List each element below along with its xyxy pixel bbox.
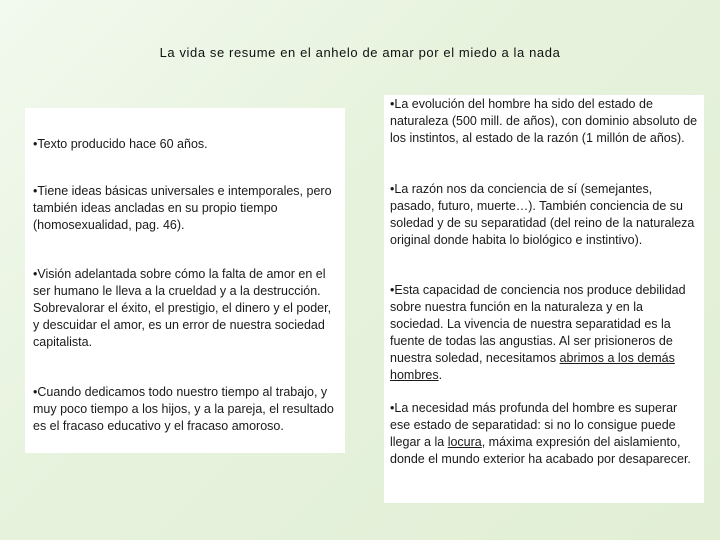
left-point-2: •Tiene ideas básicas universales e intemporales, pero también ideas ancladas en su propio tiempo (homosexualidad, pag. 46). — [33, 184, 332, 232]
right-point-4 — [390, 400, 698, 468]
left-text-panel — [25, 108, 345, 453]
underlined-word-locura: locura — [447, 435, 482, 449]
underlined-phrase-abrimos: abrimos a los demás hombres — [390, 351, 675, 382]
right-point-4-text: •La necesidad más profunda del hombre es superar ese estado de separatidad: si no lo consigue puede llegar a la — [390, 401, 678, 449]
right-point-3-end: . — [438, 368, 443, 382]
slide-title: La vida se resume en el anhelo de amar por el miedo a la nada — [159, 45, 561, 60]
right-point-2: •La razón nos da conciencia de sí (semejantes, pasado, futuro, muerte…). También conciencia de su soledad y de su separatidad (del reino de la naturaleza original donde habita lo biológico e instintivo). — [390, 182, 695, 247]
right-point-4-end: , máxima expresión del aislamiento, donde el mundo exterior ha acabado por desaparecer. — [390, 435, 691, 466]
left-point-4: •Cuando dedicamos todo nuestro tiempo al trabajo, y muy poco tiempo a los hijos, y a la pareja, el resultado es el fracaso educativo y el fracaso amoroso. — [33, 385, 334, 433]
right-point-1: •La evolución del hombre ha sido del estado de naturaleza (500 mill. de años), con dominio absoluto de los instintos, al estado de la razón (1 millón de años). — [390, 97, 698, 145]
right-point-3-text: •Esta capacidad de conciencia nos produce debilidad sobre nuestra función en la naturaleza y en la sociedad. La vivencia de nuestra separatidad es la fuente de todas las angustias. Al ser prisioneros de nuestra soledad, necesitamos — [390, 283, 686, 365]
left-point-3: •Visión adelantada sobre cómo la falta de amor en el ser humano le lleva a la crueldad y a la destrucción. Sobrevalorar el éxito, el prestigio, el dinero y el poder, y descuidar el amor, es un error de nuestra sociedad capitalista. — [33, 267, 332, 349]
right-point-3 — [390, 282, 698, 384]
left-point-1: •Texto producido hace 60 años. — [33, 137, 208, 151]
right-text-panel — [384, 95, 704, 503]
